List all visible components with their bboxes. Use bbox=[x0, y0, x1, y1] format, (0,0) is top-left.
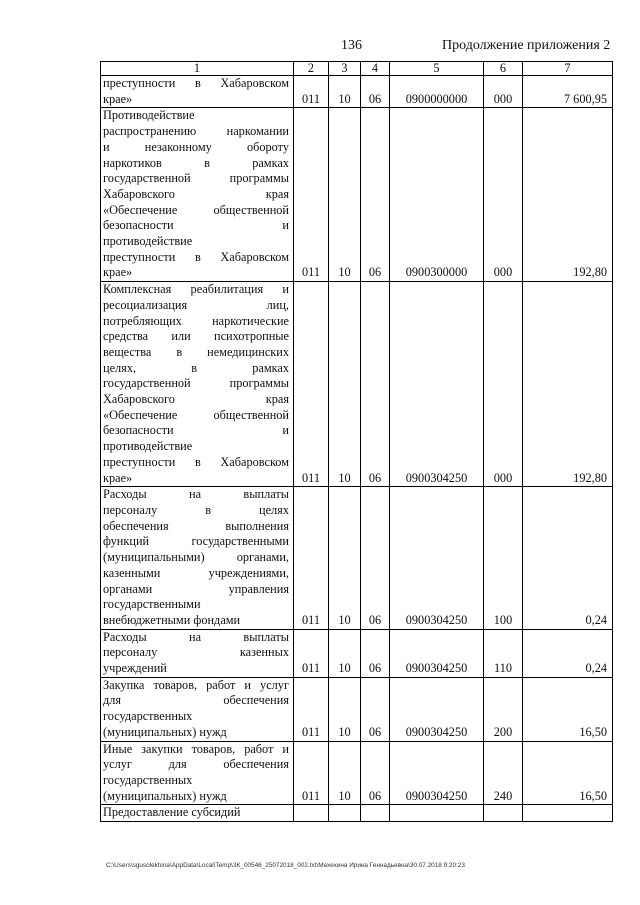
target-article-code: 0900304250 bbox=[390, 677, 484, 741]
table-row bbox=[101, 108, 613, 282]
subsection-code bbox=[361, 805, 390, 822]
target-article-code bbox=[390, 805, 484, 822]
amount: 7 600,95 bbox=[523, 76, 613, 108]
expense-type-code: 100 bbox=[484, 487, 523, 629]
table-header bbox=[101, 62, 613, 76]
subsection-code: 06 bbox=[361, 677, 390, 741]
expense-type-code: 000 bbox=[484, 76, 523, 108]
amount: 0,24 bbox=[523, 487, 613, 629]
row-description bbox=[101, 76, 294, 108]
description-line: Предоставление субсидий bbox=[103, 805, 241, 820]
ministry-code: 011 bbox=[294, 282, 329, 487]
column-header: 1 bbox=[101, 62, 294, 76]
subsection-code: 06 bbox=[361, 487, 390, 629]
description-line: Хабаровского края bbox=[103, 392, 289, 407]
description-line: преступности в Хабаровском bbox=[103, 249, 289, 264]
row-description bbox=[101, 677, 294, 741]
table-row bbox=[101, 629, 613, 677]
description-line: противодействие bbox=[103, 234, 193, 249]
expense-type-code bbox=[484, 805, 523, 822]
column-header: 2 bbox=[294, 62, 329, 76]
column-header: 7 bbox=[523, 62, 613, 76]
description-line: безопасности и bbox=[103, 423, 289, 438]
description-line: внебюджетными фондами bbox=[103, 612, 241, 627]
row-description bbox=[101, 282, 294, 487]
subsection-code: 06 bbox=[361, 282, 390, 487]
description-line: государственной программы bbox=[103, 171, 289, 186]
ministry-code: 011 bbox=[294, 629, 329, 677]
amount: 0,24 bbox=[523, 629, 613, 677]
column-header: 5 bbox=[390, 62, 484, 76]
description-line: распространению наркомании bbox=[103, 124, 289, 139]
description-line: «Обеспечение общественной bbox=[103, 407, 289, 422]
description-line: государственных bbox=[103, 772, 193, 787]
description-line: (муниципальных) нужд bbox=[103, 788, 227, 803]
ministry-code: 011 bbox=[294, 487, 329, 629]
ministry-code: 011 bbox=[294, 76, 329, 108]
expense-type-code: 000 bbox=[484, 282, 523, 487]
description-line: крае» bbox=[103, 470, 133, 485]
target-article-code: 0900304250 bbox=[390, 487, 484, 629]
target-article-code: 0900304250 bbox=[390, 629, 484, 677]
description-line: вещества в немедицинских bbox=[103, 344, 289, 359]
description-line: Закупка товаров, работ и услуг bbox=[103, 677, 289, 692]
expense-type-code: 200 bbox=[484, 677, 523, 741]
expense-type-code: 000 bbox=[484, 108, 523, 282]
description-line: Комплексная реабилитация и bbox=[103, 282, 289, 297]
description-line: (муниципальными) органами, bbox=[103, 550, 289, 565]
table-row bbox=[101, 805, 613, 822]
table-body bbox=[101, 76, 613, 822]
ministry-code: 011 bbox=[294, 108, 329, 282]
subsection-code: 06 bbox=[361, 76, 390, 108]
table-row bbox=[101, 282, 613, 487]
row-description bbox=[101, 741, 294, 805]
description-line: и незаконному обороту bbox=[103, 139, 289, 154]
description-line: Хабаровского края bbox=[103, 186, 289, 201]
section-code: 10 bbox=[329, 282, 361, 487]
description-line: ресоциализация лиц, bbox=[103, 297, 289, 312]
description-line: услуг для обеспечения bbox=[103, 757, 289, 772]
description-line: функций государственными bbox=[103, 534, 289, 549]
amount: 16,50 bbox=[523, 741, 613, 805]
ministry-code: 011 bbox=[294, 741, 329, 805]
description-line: (муниципальных) нужд bbox=[103, 724, 227, 739]
description-line: государственных bbox=[103, 709, 193, 724]
description-line: казенными учреждениями, bbox=[103, 565, 289, 580]
description-line: целях, в рамках bbox=[103, 360, 289, 375]
amount: 16,50 bbox=[523, 677, 613, 741]
description-line: Иные закупки товаров, работ и bbox=[103, 741, 289, 756]
subsection-code: 06 bbox=[361, 741, 390, 805]
section-code: 10 bbox=[329, 677, 361, 741]
row-description bbox=[101, 108, 294, 282]
description-line: крае» bbox=[103, 265, 133, 280]
subsection-code: 06 bbox=[361, 108, 390, 282]
section-code: 10 bbox=[329, 487, 361, 629]
description-line: Расходы на выплаты bbox=[103, 487, 289, 502]
description-line: преступности в Хабаровском bbox=[103, 76, 289, 90]
amount bbox=[523, 805, 613, 822]
row-description bbox=[101, 629, 294, 677]
description-line: органами управления bbox=[103, 581, 289, 596]
amount: 192,80 bbox=[523, 282, 613, 487]
table-row bbox=[101, 741, 613, 805]
description-line: персоналу казенных bbox=[103, 645, 289, 660]
section-code bbox=[329, 805, 361, 822]
description-line: Противодействие bbox=[103, 108, 195, 123]
description-line: наркотиков в рамках bbox=[103, 155, 289, 170]
description-line: государственной программы bbox=[103, 376, 289, 391]
section-code: 10 bbox=[329, 629, 361, 677]
subsection-code: 06 bbox=[361, 629, 390, 677]
table-row bbox=[101, 76, 613, 108]
description-line: крае» bbox=[103, 91, 133, 106]
column-header: 3 bbox=[329, 62, 361, 76]
section-code: 10 bbox=[329, 108, 361, 282]
amount: 192,80 bbox=[523, 108, 613, 282]
description-line: преступности в Хабаровском bbox=[103, 454, 289, 469]
target-article-code: 0900304250 bbox=[390, 282, 484, 487]
column-header: 6 bbox=[484, 62, 523, 76]
section-code: 10 bbox=[329, 741, 361, 805]
page-number: 136 bbox=[341, 38, 362, 53]
row-description bbox=[101, 805, 294, 822]
table-row bbox=[101, 487, 613, 629]
description-line: Расходы на выплаты bbox=[103, 629, 289, 644]
description-line: персоналу в целях bbox=[103, 502, 289, 517]
target-article-code: 0900000000 bbox=[390, 76, 484, 108]
description-line: средства или психотропные bbox=[103, 329, 289, 344]
description-line: государственными bbox=[103, 597, 201, 612]
description-line: для обеспечения bbox=[103, 693, 289, 708]
target-article-code: 0900300000 bbox=[390, 108, 484, 282]
description-line: противодействие bbox=[103, 439, 193, 454]
section-code: 10 bbox=[329, 76, 361, 108]
row-description bbox=[101, 487, 294, 629]
budget-table bbox=[100, 61, 613, 822]
continuation-note: Продолжение приложения 2 bbox=[442, 38, 611, 53]
expense-type-code: 110 bbox=[484, 629, 523, 677]
expense-type-code: 240 bbox=[484, 741, 523, 805]
ministry-code bbox=[294, 805, 329, 822]
ministry-code: 011 bbox=[294, 677, 329, 741]
file-path-footer: C:\Users\sgusolekhina\AppData\Local\Temp\ЗК_00546_25072018_002.txt\Мехехина Ирина Геннадьевна\30.07.2018 9:20:23 bbox=[106, 862, 465, 869]
description-line: учреждений bbox=[103, 661, 167, 676]
table-row bbox=[101, 677, 613, 741]
description-line: безопасности и bbox=[103, 218, 289, 233]
description-line: «Обеспечение общественной bbox=[103, 202, 289, 217]
target-article-code: 0900304250 bbox=[390, 741, 484, 805]
description-line: потребляющих наркотические bbox=[103, 313, 289, 328]
description-line: обеспечения выполнения bbox=[103, 518, 289, 533]
column-header: 4 bbox=[361, 62, 390, 76]
